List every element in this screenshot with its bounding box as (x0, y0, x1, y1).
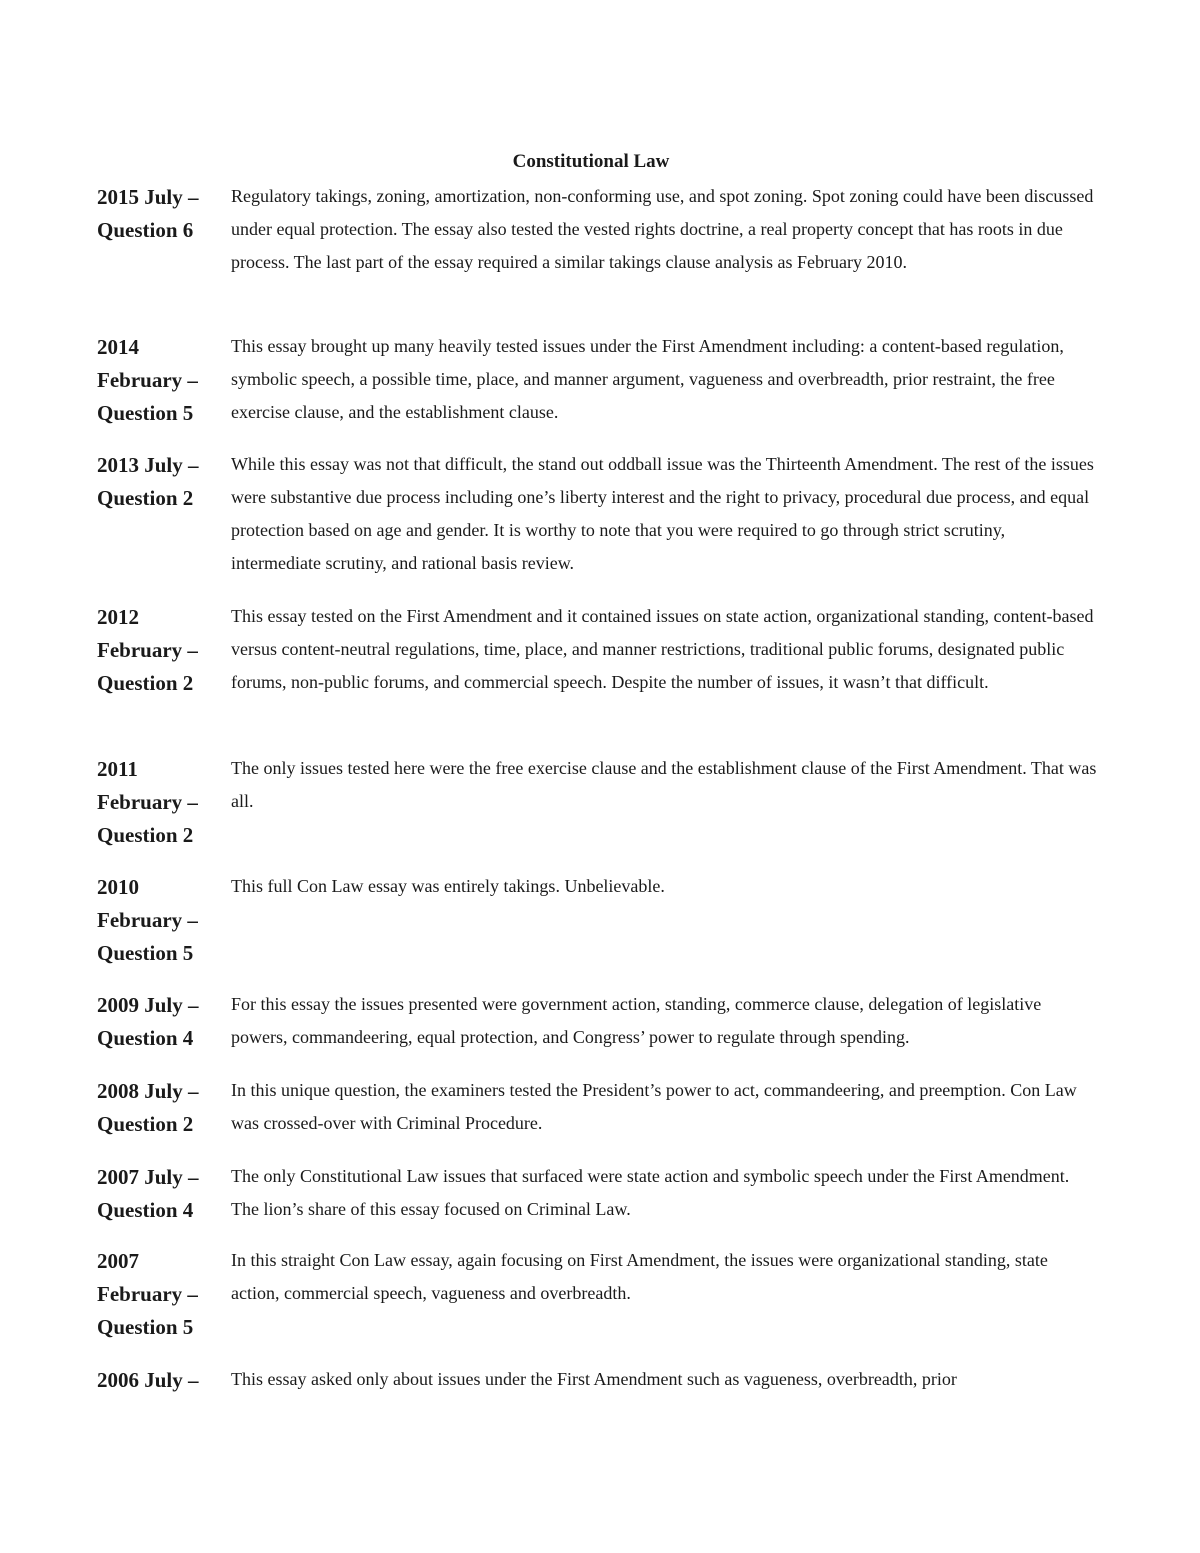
exam-entry-label (97, 1074, 231, 1141)
exam-entry-label (97, 330, 231, 430)
exam-entry-label-line: Question 4 (97, 1026, 194, 1050)
exam-entry (97, 1244, 1097, 1344)
exam-entry-label-line: Question 2 (97, 823, 194, 847)
exam-entry-label-line: 2008 July – (97, 1079, 199, 1103)
exam-entry-text: In this unique question, the examiners tested the President’s power to act, commandeering, and preemption. Con Law was crossed-over with Criminal Procedure. (231, 1080, 1077, 1133)
exam-entry-label-line: 2013 July – (97, 453, 199, 477)
exam-entry (97, 752, 1097, 852)
exam-entry-label-line: February – (97, 908, 198, 932)
exam-entry-label (97, 1160, 231, 1227)
exam-entry-text: The only Constitutional Law issues that surfaced were state action and symbolic speech under the First Amendment. The lion’s share of this essay focused on Criminal Law. (231, 1166, 1070, 1219)
exam-entry-label-line: Question 2 (97, 671, 194, 695)
exam-entry (97, 180, 1097, 279)
exam-entry-label-line: Question 2 (97, 1112, 194, 1136)
exam-entry-label (97, 1244, 231, 1344)
exam-entry-text: This essay tested on the First Amendment and it contained issues on state action, organizational standing, content-based versus content-neutral regulations, time, place, and manner restrictions, traditional public forums, designated public forums, non-public forums, and commercial speech. Despite the number of issues, it wasn’t that difficult. (231, 606, 1094, 692)
exam-entry-label (97, 988, 231, 1055)
exam-entry-text: This full Con Law essay was entirely takings. Unbelievable. (231, 876, 665, 896)
exam-entry (97, 330, 1097, 430)
exam-entry-label-line: 2007 July – (97, 1165, 199, 1189)
exam-entry-label-line: 2007 (97, 1249, 139, 1273)
exam-entry-label-line: February – (97, 1282, 198, 1306)
exam-entry-text: Regulatory takings, zoning, amortization, non-conforming use, and spot zoning. Spot zoning could have been discussed under equal protection. The essay also tested the vested rights doctrine, a real property concept that has roots in due process. The last part of the essay required a similar takings clause analysis as February 2010. (231, 186, 1094, 272)
exam-entry-label-line: February – (97, 638, 198, 662)
exam-entry-label-line: 2011 (97, 757, 138, 781)
exam-entry (97, 1160, 1097, 1227)
exam-entry (97, 600, 1097, 700)
exam-entry-label-line: 2015 July – (97, 185, 199, 209)
exam-entry (97, 870, 1097, 970)
exam-entry-text: The only issues tested here were the free exercise clause and the establishment clause of the First Amendment. That was all. (231, 758, 1097, 811)
exam-entry (97, 1074, 1097, 1141)
exam-entry-label-line: Question 5 (97, 401, 194, 425)
exam-entry-label-line: Question 6 (97, 218, 194, 242)
exam-entry-label-line: Question 2 (97, 486, 194, 510)
exam-entry-label (97, 180, 231, 247)
document-title: Constitutional Law (512, 151, 670, 172)
exam-entry-text: This essay brought up many heavily tested issues under the First Amendment including: a content-based regulation, symbolic speech, a possible time, place, and manner argument, vagueness and overbreadth, prior restraint, the free exercise clause, and the establishment clause. (231, 336, 1064, 422)
exam-entry-label-line: 2006 July – (97, 1368, 199, 1392)
exam-entry-label (97, 600, 231, 700)
exam-entry-label-line: 2009 July – (97, 993, 199, 1017)
exam-entry-text: In this straight Con Law essay, again focusing on First Amendment, the issues were organizational standing, state action, commercial speech, vagueness and overbreadth. (231, 1250, 1048, 1303)
exam-entry-label-line: 2012 (97, 605, 139, 629)
exam-entry-label-line: Question 4 (97, 1198, 194, 1222)
exam-entry (97, 1363, 1097, 1397)
exam-entry-label-line: Question 5 (97, 1315, 194, 1339)
exam-entry-text: This essay asked only about issues under the First Amendment such as vagueness, overbreadth, prior (231, 1369, 957, 1389)
exam-entry-label (97, 752, 231, 852)
exam-entry-label-line: 2010 (97, 875, 139, 899)
exam-entry-label-line: 2014 (97, 335, 139, 359)
exam-entry-text: For this essay the issues presented were government action, standing, commerce clause, delegation of legislative powers, commandeering, equal protection, and Congress’ power to regulate through spending. (231, 994, 1042, 1047)
exam-entry-label-line: Question 5 (97, 941, 194, 965)
exam-entry-label-line: February – (97, 790, 198, 814)
exam-entry (97, 988, 1097, 1055)
exam-entry-label (97, 1363, 231, 1397)
exam-entry-label (97, 870, 231, 970)
exam-entry (97, 448, 1097, 580)
exam-entry-label-line: February – (97, 368, 198, 392)
exam-entry-text: While this essay was not that difficult, the stand out oddball issue was the Thirteenth Amendment. The rest of the issues were substantive due process including one’s liberty interest and the right to privacy, procedural due process, and equal protection based on age and gender. It is worthy to note that you were required to go through strict scrutiny, intermediate scrutiny, and rational basis review. (231, 454, 1094, 573)
exam-entry-label (97, 448, 231, 515)
